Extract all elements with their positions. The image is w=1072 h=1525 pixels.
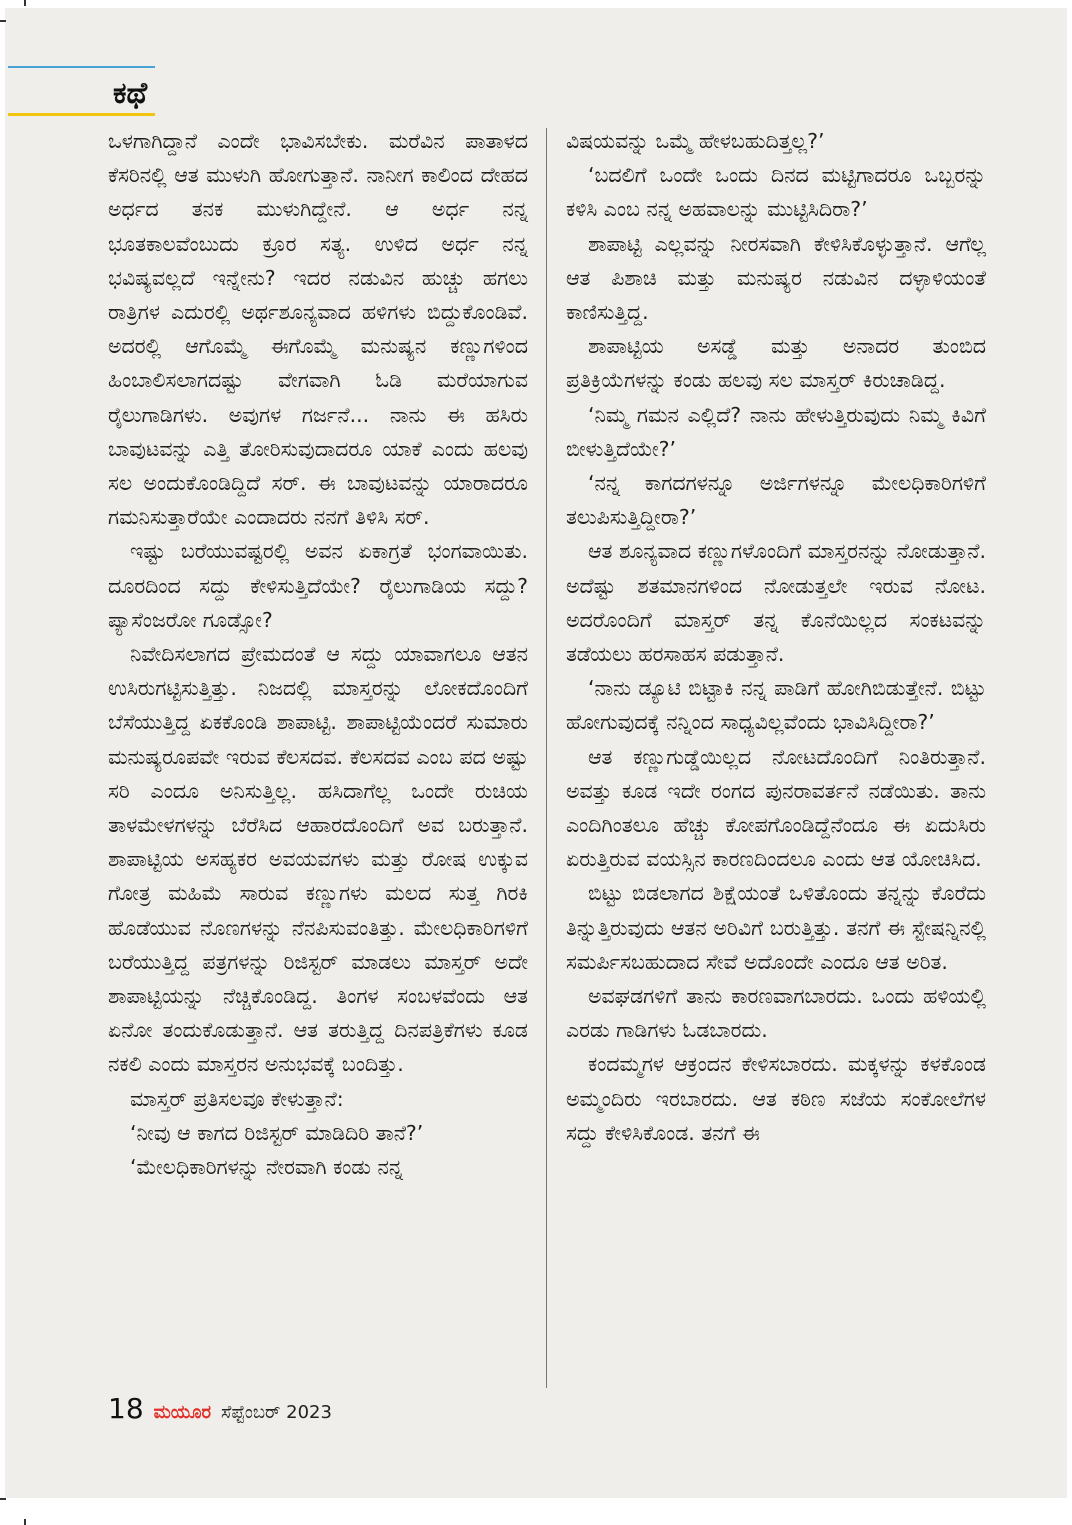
text-column-left bbox=[108, 124, 528, 1184]
paragraph: ಕಂದಮ್ಮಗಳ ಆಕ್ರಂದನ ಕೇಳಿಸಬಾರದು. ಮಕ್ಕಳನ್ನು ಕಳಕೊಂಡ ಅಮ್ಮಂದಿರು ಇರಬಾರದು. ಆತ ಕಠಿಣ ಸಜೆಯ ಸಂಕೋಲೆಗಳ ಸದ್ದು ಕೇಳಿಸಿಕೊಂಡ. ತನಗೆ ಈ bbox=[566, 1052, 986, 1145]
paragraph: ಬಿಟ್ಟು ಬಿಡಲಾಗದ ಶಿಕ್ಷೆಯಂತೆ ಒಳಿತೊಂದು ತನ್ನನ್ನು ಕೊರೆದು ತಿನ್ನುತ್ತಿರುವುದು ಆತನ ಅರಿವಿಗೆ ಬರುತ್ತಿತ್ತು. ತನಗೆ ಈ ಸ್ಟೇಷನ್ನಿನಲ್ಲಿ ಸಮರ್ಪಿಸಬಹುದಾದ ಸೇವೆ ಅದೊಂದೇ ಎಂದೂ ಆತ ಅರಿತ. bbox=[566, 881, 986, 974]
text-column-right bbox=[566, 124, 986, 1150]
paragraph: ಶಾಪಾಟ್ಟಿ ಎಲ್ಲವನ್ನು ನೀರಸವಾಗಿ ಕೇಳಿಸಿಕೊಳ್ಳುತ್ತಾನೆ. ಆಗೆಲ್ಲ ಆತ ಪಿಶಾಚಿ ಮತ್ತು ಮನುಷ್ಯರ ನಡುವಿನ ದಳ್ಳಾಳಿಯಂತೆ ಕಾಣಿಸುತ್ತಿದ್ದ. bbox=[566, 231, 986, 325]
paragraph: ನಿವೇದಿಸಲಾಗದ ಪ್ರೇಮದಂತೆ ಆ ಸದ್ದು ಯಾವಾಗಲೂ ಆತನ ಉಸಿರುಗಟ್ಟಿಸುತ್ತಿತ್ತು. ನಿಜದಲ್ಲಿ ಮಾಸ್ತರನ್ನು ಲೋಕದೊಂದಿಗೆ ಬೆಸೆಯುತ್ತಿದ್ದ ಏಕಕೊಂಡಿ ಶಾಪಾಟ್ಟಿ. ಶಾಪಾಟ್ಟಿಯೆಂದರೆ ಸುಮಾರು ಮನುಷ್ಯರೂಪವೇ ಇರುವ ಕೆಲಸದವ. ಕೆಲಸದವ ಎಂಬ ಪದ ಅಷ್ಟು ಸರಿ ಎಂದೂ ಅನಿಸುತ್ತಿಲ್ಲ. ಹಸಿದಾಗೆಲ್ಲ ಒಂದೇ ರುಚಿಯ ತಾಳಮೇಳಗಳನ್ನು ಬೆರೆಸಿದ ಆಹಾರದೊಂದಿಗೆ ಅವ ಬರುತ್ತಾನೆ. ಶಾಪಾಟ್ಟಿಯ ಅಸಹ್ಯಕರ ಅವಯವಗಳು ಮತ್ತು ರೋಷ ಉಕ್ಕುವ ಗೋತ್ರ ಮಹಿಮೆ ಸಾರುವ ಕಣ್ಣುಗಳು ಮಲದ ಸುತ್ತ ಗಿರಕಿ ಹೊಡೆಯುವ ನೊಣಗಳನ್ನು ನೆನಪಿಸುವಂತಿತ್ತು. ಮೇಲಧಿಕಾರಿಗಳಿಗೆ ಬರೆಯುತ್ತಿದ್ದ ಪತ್ರಗಳನ್ನು ರಿಜಿಸ್ಟರ್ ಮಾಡಲು ಮಾಸ್ತರ್ ಅದೇ ಶಾಪಾಟ್ಟಿಯನ್ನು ನೆಚ್ಚಿಕೊಂಡಿದ್ದ. ತಿಂಗಳ ಸಂಬಳವೆಂದು ಆತ ಏನೋ ತಂದುಕೊಡುತ್ತಾನೆ. ಆತ ತರುತ್ತಿದ್ದ ದಿನಪತ್ರಿಕೆಗಳು ಕೂಡ ನಕಲಿ ಎಂದು ಮಾಸ್ತರನ ಅನುಭವಕ್ಕೆ ಬಂದಿತ್ತು. bbox=[108, 642, 528, 1077]
column-divider bbox=[546, 128, 547, 1388]
section-label: ಕಥೆ bbox=[113, 76, 148, 111]
crop-mark bbox=[24, 0, 26, 6]
paragraph: ‘ನನ್ನ ಕಾಗದಗಳನ್ನೂ ಅರ್ಜಿಗಳನ್ನೂ ಮೇಲಧಿಕಾರಿಗಳಿಗೆ ತಲುಪಿಸುತ್ತಿದ್ದೀರಾ?’ bbox=[566, 471, 986, 530]
paragraph: ಇಷ್ಟು ಬರೆಯುವಷ್ಟರಲ್ಲಿ ಅವನ ಏಕಾಗ್ರತೆ ಭಂಗವಾಯಿತು. ದೂರದಿಂದ ಸದ್ದು ಕೇಳಿಸುತ್ತಿದೆಯೇ? ರೈಲುಗಾಡಿಯ ಸದ್ದು? ಪ್ಯಾಸೆಂಜರೋ ಗೂಡ್ಸೋ? bbox=[108, 539, 528, 632]
paragraph: ಶಾಪಾಟ್ಟಿಯ ಅಸಡ್ಡೆ ಮತ್ತು ಅನಾದರ ತುಂಬಿದ ಪ್ರತಿಕ್ರಿಯೆಗಳನ್ನು ಕಂಡು ಹಲವು ಸಲ ಮಾಸ್ತರ್ ಕಿರುಚಾಡಿದ್ದ. bbox=[566, 334, 986, 393]
section-rule-top bbox=[8, 66, 155, 68]
paragraph: ಒಳಗಾಗಿದ್ದಾನೆ ಎಂದೇ ಭಾವಿಸಬೇಕು. ಮರೆವಿನ ಪಾತಾಳದ ಕೆಸರಿನಲ್ಲಿ ಆತ ಮುಳುಗಿ ಹೋಗುತ್ತಾನೆ. ನಾನೀಗ ಕಾಲಿಂದ ದೇಹದ ಅರ್ಧದ ತನಕ ಮುಳುಗಿದ್ದೇನೆ. ಆ ಅರ್ಧ ನನ್ನ ಭೂತಕಾಲವೆಂಬುದು ಕ್ರೂರ ಸತ್ಯ. ಉಳಿದ ಅರ್ಧ ನನ್ನ ಭವಿಷ್ಯವಲ್ಲದೆ ಇನ್ನೇನು? ಇದರ ನಡುವಿನ ಹುಚ್ಚು ಹಗಲು ರಾತ್ರಿಗಳ ಎದುರಲ್ಲಿ ಅರ್ಥಶೂನ್ಯವಾದ ಹಳಿಗಳು ಬಿದ್ದುಕೊಂಡಿವೆ. ಅದರಲ್ಲಿ ಆಗೊಮ್ಮೆ ಈಗೊಮ್ಮೆ ಮನುಷ್ಯನ ಕಣ್ಣುಗಳಿಂದ ಹಿಂಬಾಲಿಸಲಾಗದಷ್ಟು ವೇಗವಾಗಿ ಓಡಿ ಮರೆಯಾಗುವ ರೈಲುಗಾಡಿಗಳು. ಅವುಗಳ ಗರ್ಜನೆ... ನಾನು ಈ ಹಸಿರು ಬಾವುಟವನ್ನು ಎತ್ತಿ ತೋರಿಸುವುದಾದರೂ ಯಾಕೆ ಎಂದು ಹಲವು ಸಲ ಅಂದುಕೊಂಡಿದ್ದಿದೆ ಸರ್. ಈ ಬಾವುಟವನ್ನು ಯಾರಾದರೂ ಗಮನಿಸುತ್ತಾರೆಯೇ ಎಂದಾದರು ನನಗೆ ತಿಳಿಸಿ ಸರ್. bbox=[108, 129, 528, 530]
paragraph: ವಿಷಯವನ್ನು ಒಮ್ಮೆ ಹೇಳಬಹುದಿತ್ತಲ್ಲ?’ bbox=[566, 129, 825, 153]
crop-mark bbox=[0, 20, 6, 22]
issue-date: ಸೆಪ್ಟೆಂಬರ್ 2023 bbox=[221, 1402, 332, 1423]
crop-mark bbox=[0, 1498, 6, 1500]
paragraph: ‘ಬದಲಿಗೆ ಒಂದೇ ಒಂದು ದಿನದ ಮಟ್ಟಿಗಾದರೂ ಒಬ್ಬರನ್ನು ಕಳಿಸಿ ಎಂಬ ನನ್ನ ಅಹವಾಲನ್ನು ಮುಟ್ಟಿಸಿದಿರಾ?’ bbox=[566, 163, 986, 222]
page-number: 18 bbox=[108, 1392, 144, 1425]
paragraph: ಆತ ಶೂನ್ಯವಾದ ಕಣ್ಣುಗಳೊಂದಿಗೆ ಮಾಸ್ತರನನ್ನು ನೋಡುತ್ತಾನೆ. ಅದೆಷ್ಟು ಶತಮಾನಗಳಿಂದ ನೋಡುತ್ತಲೇ ಇರುವ ನೋಟ. ಅದರೊಂದಿಗೆ ಮಾಸ್ತರ್ ತನ್ನ ಕೊನೆಯಿಲ್ಲದ ಸಂಕಟವನ್ನು ತಡೆಯಲು ಹರಸಾಹಸ ಪಡುತ್ತಾನೆ. bbox=[566, 539, 986, 667]
paragraph: ಆತ ಕಣ್ಣುಗುಡ್ಡೆಯಿಲ್ಲದ ನೋಟದೊಂದಿಗೆ ನಿಂತಿರುತ್ತಾನೆ. ಅವತ್ತು ಕೂಡ ಇದೇ ರಂಗದ ಪುನರಾವರ್ತನೆ ನಡೆಯಿತು. ತಾನು ಎಂದಿಗಿಂತಲೂ ಹೆಚ್ಚು ಕೋಪಗೊಂಡಿದ್ದೆನೆಂದೂ ಈ ಏದುಸಿರು ಏರುತ್ತಿರುವ ವಯಸ್ಸಿನ ಕಾರಣದಿಂದಲೂ ಎಂದು ಆತ ಯೋಚಿಸಿದ. bbox=[566, 744, 986, 872]
paragraph: ‘ಮೇಲಧಿಕಾರಿಗಳನ್ನು ನೇರವಾಗಿ ಕಂಡು ನನ್ನ bbox=[130, 1155, 404, 1180]
paragraph: ಅವಘಡಗಳಿಗೆ ತಾನು ಕಾರಣವಾಗಬಾರದು. ಒಂದು ಹಳಿಯಲ್ಲಿ ಎರಡು ಗಾಡಿಗಳು ಓಡಬಾರದು. bbox=[566, 984, 986, 1043]
crop-mark bbox=[24, 1519, 26, 1525]
page-footer bbox=[108, 1392, 332, 1425]
section-rule-bottom bbox=[8, 113, 155, 116]
paragraph: ಮಾಸ್ತರ್ ಪ್ರತಿಸಲವೂ ಕೇಳುತ್ತಾನೆ: bbox=[130, 1086, 344, 1111]
paragraph: ‘ನಾನು ಡ್ಯೂಟಿ ಬಿಟ್ಟಾಕಿ ನನ್ನ ಪಾಡಿಗೆ ಹೋಗಿಬಿಡುತ್ತೇನೆ. ಬಿಟ್ಟು ಹೋಗುವುದಕ್ಕೆ ನನ್ನಿಂದ ಸಾಧ್ಯವಿಲ್ಲವೆಂದು ಭಾವಿಸಿದ್ದೀರಾ?’ bbox=[566, 676, 986, 735]
paragraph: ‘ನೀವು ಆ ಕಾಗದ ರಿಜಿಸ್ಟರ್ ಮಾಡಿದಿರಿ ತಾನೆ?’ bbox=[130, 1120, 424, 1145]
paragraph: ‘ನಿಮ್ಮ ಗಮನ ಎಲ್ಲಿದೆ? ನಾನು ಹೇಳುತ್ತಿರುವುದು ನಿಮ್ಮ ಕಿವಿಗೆ ಬೀಳುತ್ತಿದೆಯೇ?’ bbox=[566, 402, 986, 461]
magazine-logo: ಮಯೂರ bbox=[153, 1402, 212, 1423]
